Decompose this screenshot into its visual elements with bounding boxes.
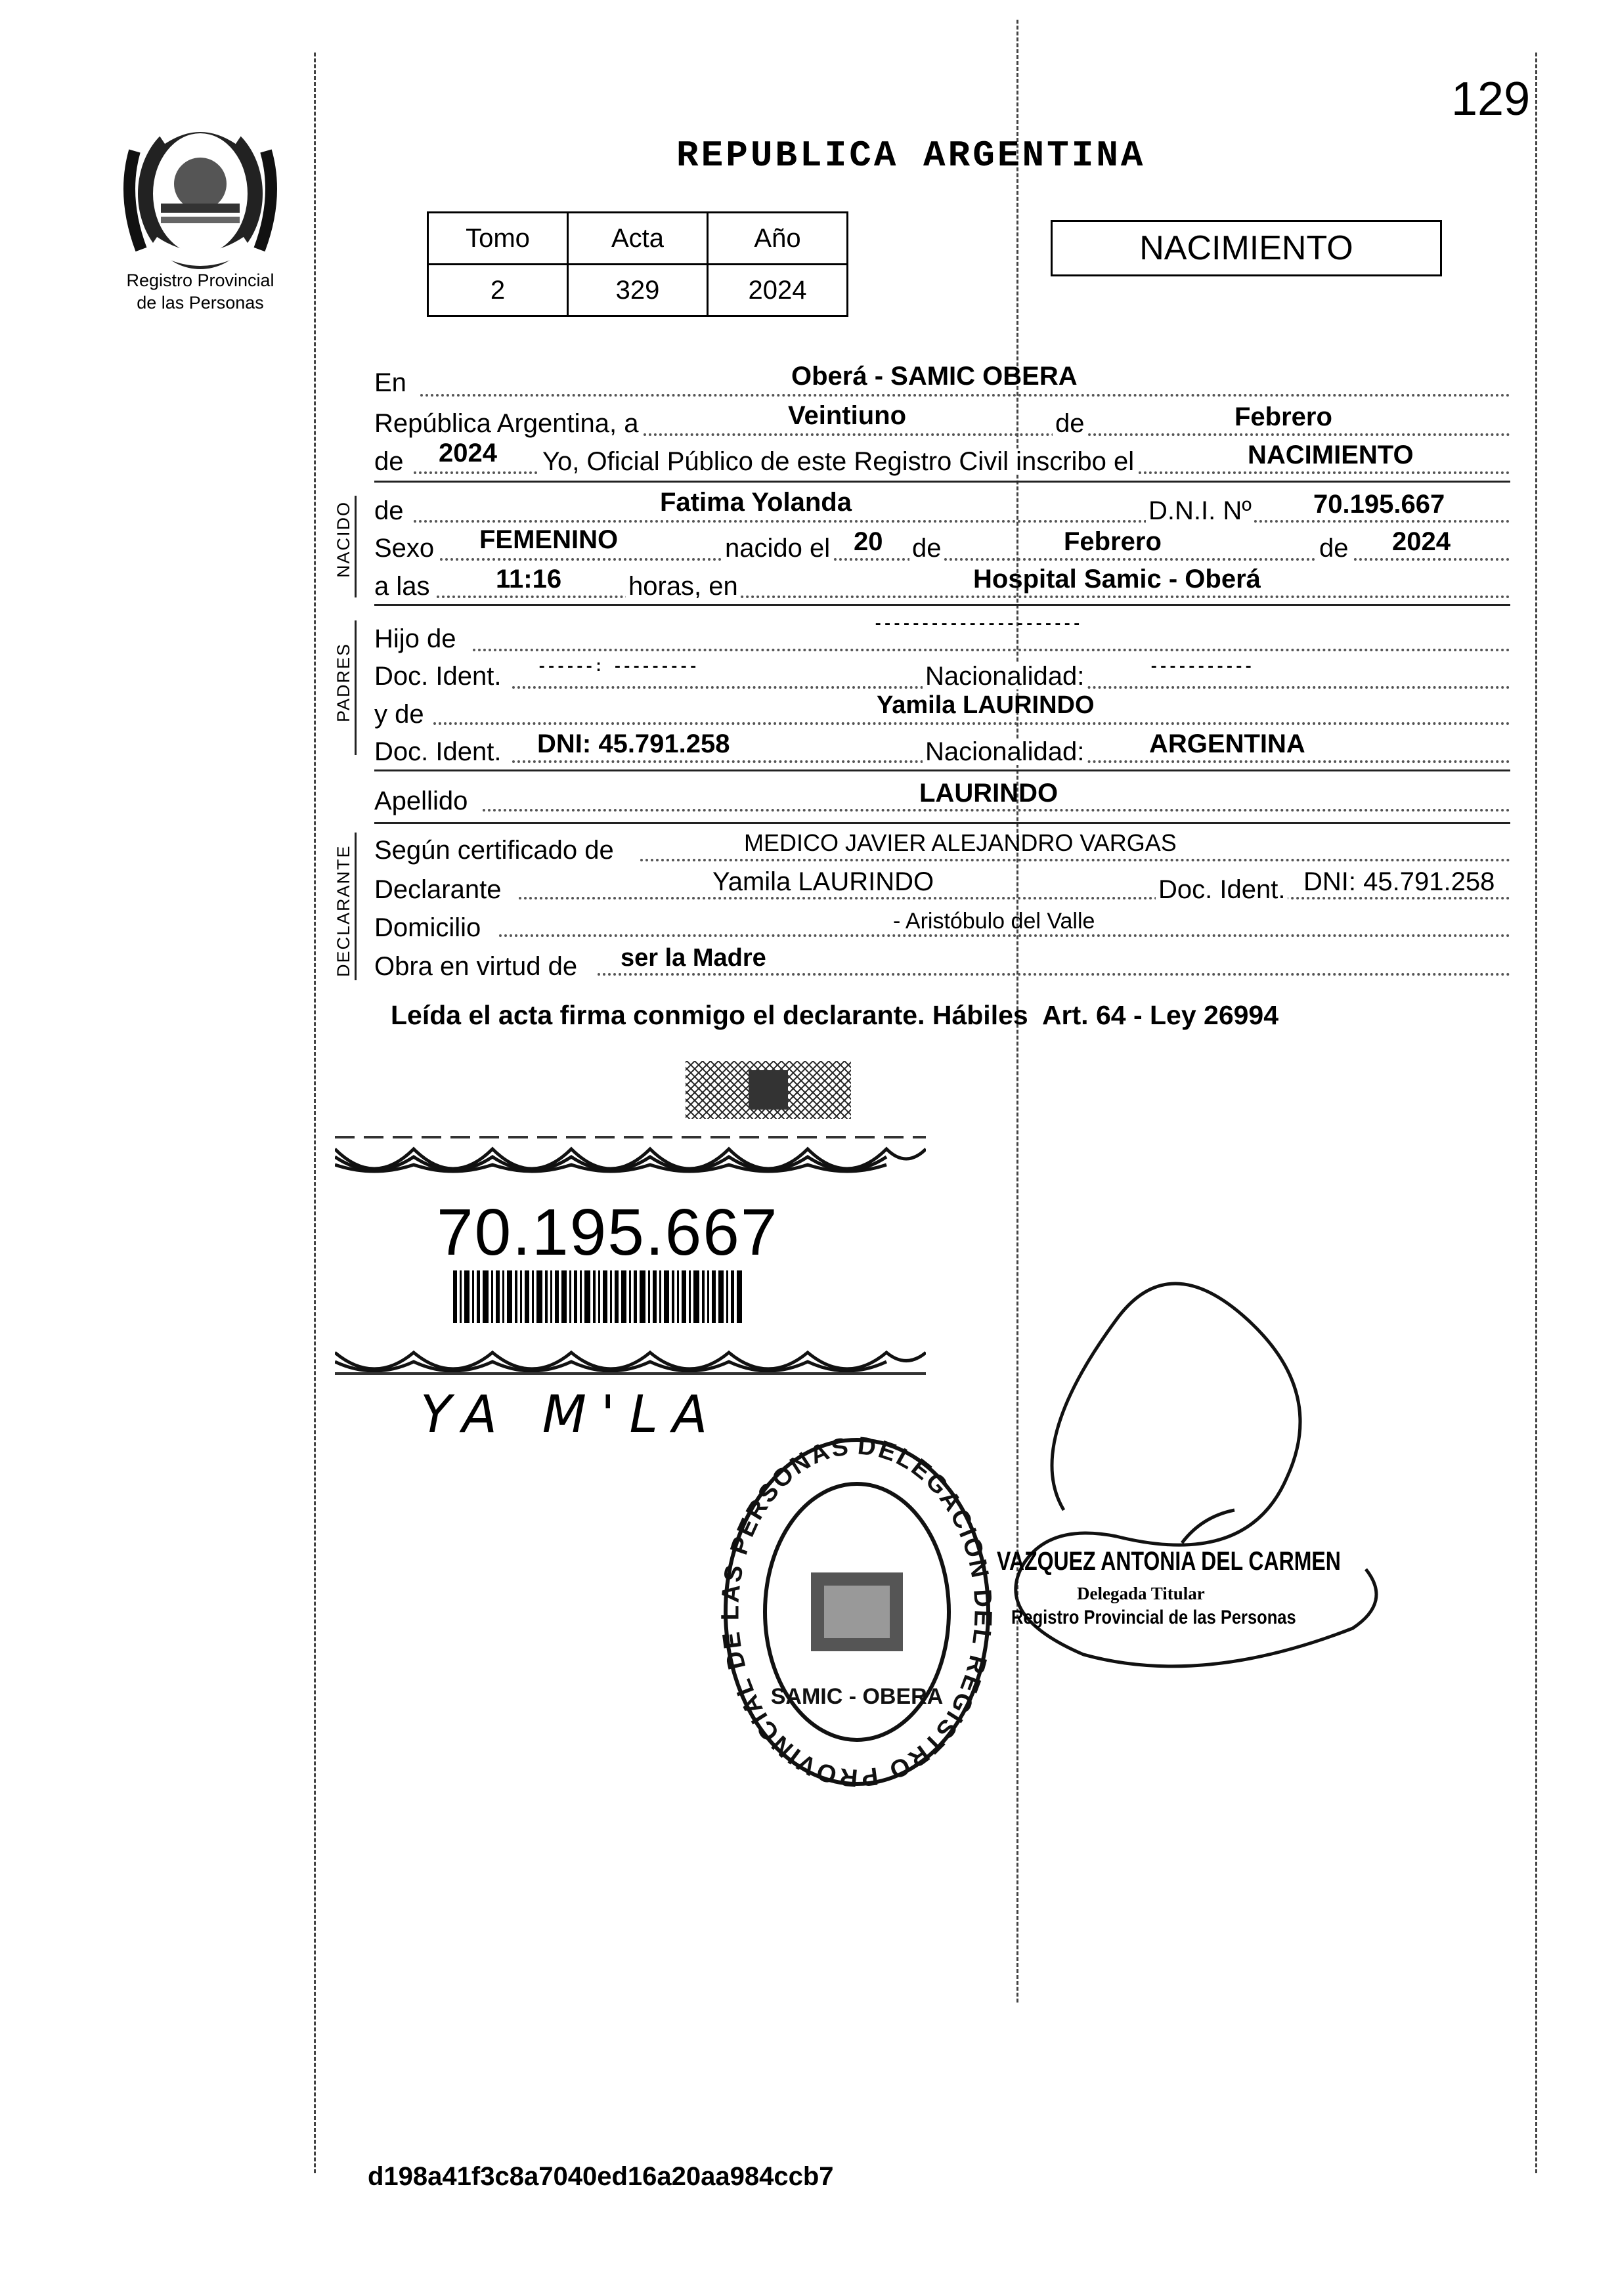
- barcode-number: 70.195.667: [437, 1196, 779, 1269]
- padre-nac-value: -----------: [1149, 659, 1254, 676]
- official-office: Registro Provincial de las Personas: [1011, 1607, 1296, 1628]
- nacionalidad-label: Nacionalidad:: [923, 663, 1087, 689]
- certificado-label: Según certificado de: [374, 836, 614, 865]
- record-type-box: NACIMIENTO: [1051, 220, 1442, 276]
- declarante-value: Yamila LAURINDO: [712, 867, 934, 896]
- dia-value: Veintiuno: [788, 401, 906, 430]
- seal-ring-text: DELEGACION DEL REGISTRO PROVINCIAL DE LAS PERSONAS: [716, 1432, 997, 1792]
- doc-ident-label: Doc. Ident.: [374, 662, 502, 691]
- de2-label: de: [374, 447, 404, 476]
- declarante-doc-value: DNI: 45.791.258: [1303, 867, 1495, 896]
- acta-header: Acta: [568, 213, 708, 265]
- republica-label: República Argentina, a: [374, 409, 639, 438]
- madre-doc-value: DNI: 45.791.258: [537, 729, 730, 758]
- lugar-value: Hospital Samic - Oberá: [973, 565, 1261, 594]
- nacido-anio-value: 2024: [1392, 527, 1451, 556]
- declarante-doc-label: Doc. Ident.: [1156, 877, 1288, 903]
- domicilio-label: Domicilio: [374, 913, 481, 942]
- page-number: 129: [1451, 73, 1531, 125]
- registry-logo: [121, 112, 279, 276]
- nacido-de2-label: de: [1317, 535, 1351, 561]
- madre-nac-value: ARGENTINA: [1149, 729, 1305, 758]
- tomo-acta-table: [427, 211, 848, 317]
- acta-value: 329: [568, 265, 708, 316]
- anio-header: Año: [708, 213, 848, 265]
- left-margin-line: [314, 53, 316, 2173]
- certificado-value: MEDICO JAVIER ALEJANDRO VARGAS: [744, 829, 1177, 856]
- doc-ident2-label: Doc. Ident.: [374, 737, 502, 766]
- nacido-de-label: de: [909, 535, 944, 561]
- side-label-declarante: DECLARANTE: [334, 844, 353, 977]
- apellido-value: LAURINDO: [919, 779, 1059, 808]
- seal-inner-text: SAMIC - OBERA: [770, 1684, 944, 1709]
- side-label-nacido: NACIDO: [334, 500, 353, 578]
- de-nombre-label: de: [374, 496, 404, 525]
- tomo-value: 2: [428, 265, 568, 316]
- declarant-signature: YA M'LA: [420, 1385, 722, 1444]
- nombre-value: Fatima Yolanda: [660, 488, 852, 517]
- nacido-dia-value: 20: [854, 527, 883, 556]
- nacionalidad2-label: Nacionalidad:: [923, 739, 1087, 765]
- side-label-padres: PADRES: [334, 642, 353, 722]
- obra-value: ser la Madre: [621, 944, 766, 972]
- tomo-header: Tomo: [428, 213, 568, 265]
- anio-value: 2024: [708, 265, 848, 316]
- nacido-mes-value: Febrero: [1064, 527, 1162, 556]
- security-hologram-icon: [683, 1057, 854, 1123]
- dni-label: D.N.I. Nº: [1146, 498, 1254, 524]
- official-name: VAZQUEZ ANTONIA DEL CARMEN: [997, 1547, 1341, 1576]
- a-las-label: a las: [374, 572, 430, 601]
- apellido-label: Apellido: [374, 787, 468, 815]
- registry-name-1: Registro Provincial: [126, 271, 274, 290]
- en-value: Oberá - SAMIC OBERA: [791, 362, 1078, 391]
- horas-en-label: horas, en: [626, 573, 741, 599]
- document-hash: d198a41f3c8a7040ed16a20aa984ccb7: [368, 2162, 834, 2191]
- declarante-label: Declarante: [374, 875, 502, 904]
- obra-label: Obra en virtud de: [374, 952, 578, 981]
- sexo-label: Sexo: [374, 534, 435, 563]
- barcode-icon: [453, 1270, 742, 1323]
- official-role: Delegada Titular: [1077, 1584, 1205, 1603]
- inscribo-value: NACIMIENTO: [1248, 441, 1414, 469]
- mes-value: Febrero: [1234, 402, 1332, 431]
- sexo-value: FEMENINO: [479, 525, 619, 554]
- official-seal: [712, 1428, 1001, 1796]
- domicilio-value: - Aristóbulo del Valle: [893, 909, 1095, 934]
- hijo-de-value: ----------------------: [873, 616, 1081, 634]
- en-label: En: [374, 368, 406, 397]
- closing-statement: Leída el acta firma conmigo el declarante. Hábiles Art. 64 - Ley 26994: [391, 1000, 1279, 1030]
- nacido-el-label: nacido el: [722, 535, 833, 561]
- guilloche-strip-bottom: [335, 1339, 926, 1379]
- anio-value-row: 2024: [439, 439, 497, 467]
- dni-value: 70.195.667: [1313, 490, 1445, 519]
- padre-doc-value: ------: ---------: [537, 659, 698, 676]
- madre-value: Yamila LAURINDO: [877, 691, 1095, 719]
- y-de-label: y de: [374, 700, 424, 729]
- guilloche-strip-top: [335, 1129, 926, 1188]
- hijo-de-label: Hijo de: [374, 624, 456, 653]
- hora-value: 11:16: [496, 565, 562, 594]
- oficial-text: Yo, Oficial Público de este Registro Civil inscribo el: [540, 448, 1137, 475]
- registry-name-2: de las Personas: [137, 293, 264, 313]
- de-label: de: [1053, 410, 1087, 437]
- misiones-shield-icon: [121, 112, 279, 276]
- right-margin-line: [1535, 53, 1537, 2173]
- document-title: REPUBLICA ARGENTINA: [676, 135, 1146, 177]
